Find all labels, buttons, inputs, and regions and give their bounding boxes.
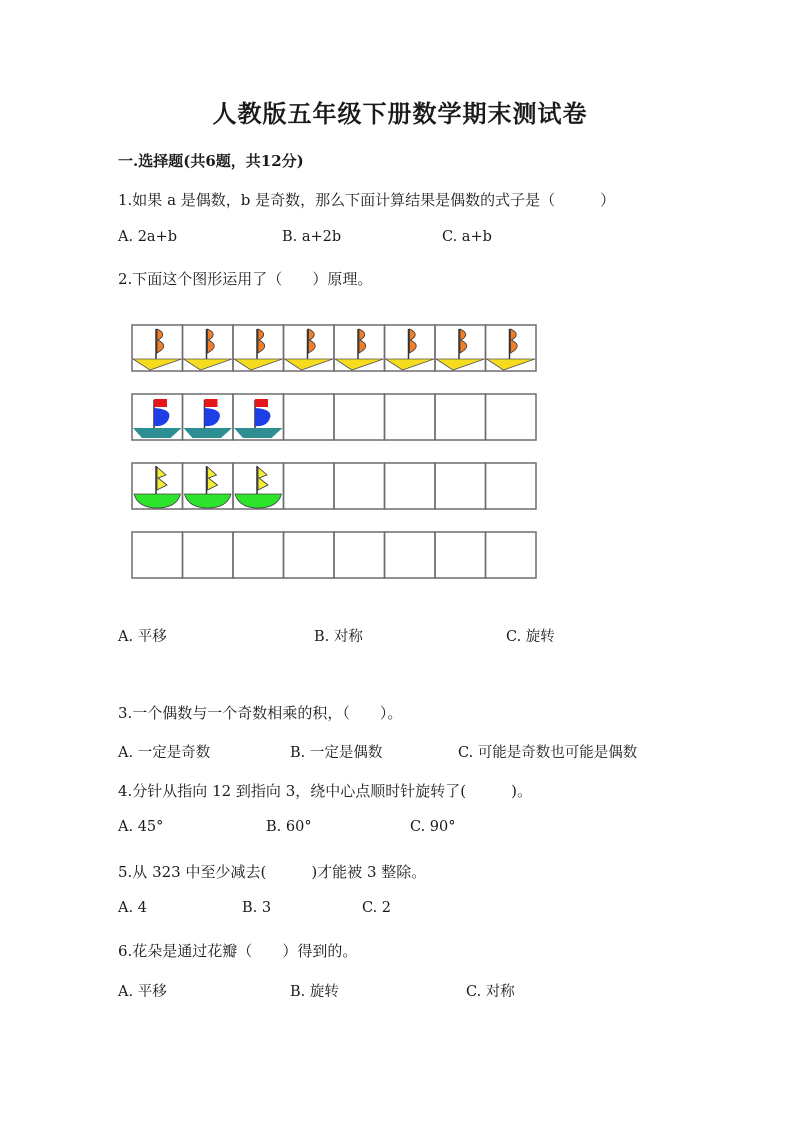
page-title: 人教版五年级下册数学期末测试卷 [212,99,588,128]
grid-cell [334,463,385,509]
grid-cell [486,394,537,440]
q1-option-b[interactable]: B. a+2b [282,229,342,245]
yellow-boat [234,359,283,370]
grid-cell [284,394,335,440]
grid-cell [385,394,436,440]
green-boat [235,494,282,508]
question-4: 4.分针从指向 12 到指向 3，绕中心点顺时针旋转了( )。 [118,782,532,800]
yellow-boat [487,359,536,370]
q4-option-a[interactable]: A. 45° [118,819,164,835]
yellow-flag [258,467,268,490]
orange-flag [410,329,417,353]
orange-flag [208,329,215,353]
q3-option-b[interactable]: B. 一定是偶数 [290,745,383,761]
q3-option-a[interactable]: A. 一定是奇数 [118,745,211,761]
grid-cell [435,532,486,578]
yellow-flag [157,467,167,490]
q6-option-a[interactable]: A. 平移 [118,984,167,1000]
blue-sail [154,408,169,426]
q2-option-a[interactable]: A. 平移 [118,629,167,645]
blue-sail [205,408,220,426]
teal-boat [234,428,283,438]
blue-sail [255,408,270,426]
orange-flag [359,329,366,353]
red-flag [154,399,167,407]
question-2: 2.下面这个图形运用了（ ）原理。 [118,270,373,288]
orange-flag [511,329,518,353]
grid-cell [486,532,537,578]
grid-cell [233,532,284,578]
question-5: 5.从 323 中至少减去( )才能被 3 整除。 [118,863,427,881]
grid-cell [385,463,436,509]
green-boat [185,494,232,508]
q6-option-c[interactable]: C. 对称 [466,984,515,1000]
q3-option-c[interactable]: C. 可能是奇数也可能是偶数 [458,745,638,761]
grid-cell [284,532,335,578]
orange-flag [157,329,164,353]
q5-option-b[interactable]: B. 3 [242,900,272,916]
yellow-boat [184,359,233,370]
grid-cell [385,532,436,578]
orange-flag [460,329,467,353]
q6-option-b[interactable]: B. 旋转 [290,984,339,1000]
q5-option-c[interactable]: C. 2 [362,900,392,916]
q4-option-c[interactable]: C. 90° [410,819,456,835]
q1-option-c[interactable]: C. a+b [442,229,492,245]
q2-option-b[interactable]: B. 对称 [314,629,363,645]
green-boat [134,494,181,508]
yellow-boat [133,359,182,370]
q2-option-c[interactable]: C. 旋转 [506,629,555,645]
grid-cell [284,463,335,509]
grid-cell [132,532,183,578]
yellow-boat [335,359,384,370]
yellow-boat [285,359,334,370]
question-1: 1.如果 a 是偶数，b 是奇数，那么下面计算结果是偶数的式子是（ ） [118,191,616,209]
yellow-flag [208,467,218,490]
teal-boat [184,428,233,438]
question-6: 6.花朵是通过花瓣（ ）得到的。 [118,942,358,960]
grid-cell [334,394,385,440]
section-heading: 一.选择题(共6题，共12分) [118,152,304,170]
orange-flag [258,329,265,353]
translation-figure [128,318,548,588]
grid-cell [435,394,486,440]
grid-cell [486,463,537,509]
red-flag [255,399,268,407]
yellow-boat [386,359,435,370]
grid-cell [183,532,234,578]
grid-cell [334,532,385,578]
question-3: 3.一个偶数与一个奇数相乘的积，（ ）。 [118,704,403,722]
teal-boat [133,428,182,438]
q5-option-a[interactable]: A. 4 [118,900,147,916]
q1-option-a[interactable]: A. 2a+b [118,229,177,245]
red-flag [205,399,218,407]
q4-option-b[interactable]: B. 60° [266,819,312,835]
orange-flag [309,329,316,353]
yellow-boat [436,359,485,370]
grid-cell [435,463,486,509]
